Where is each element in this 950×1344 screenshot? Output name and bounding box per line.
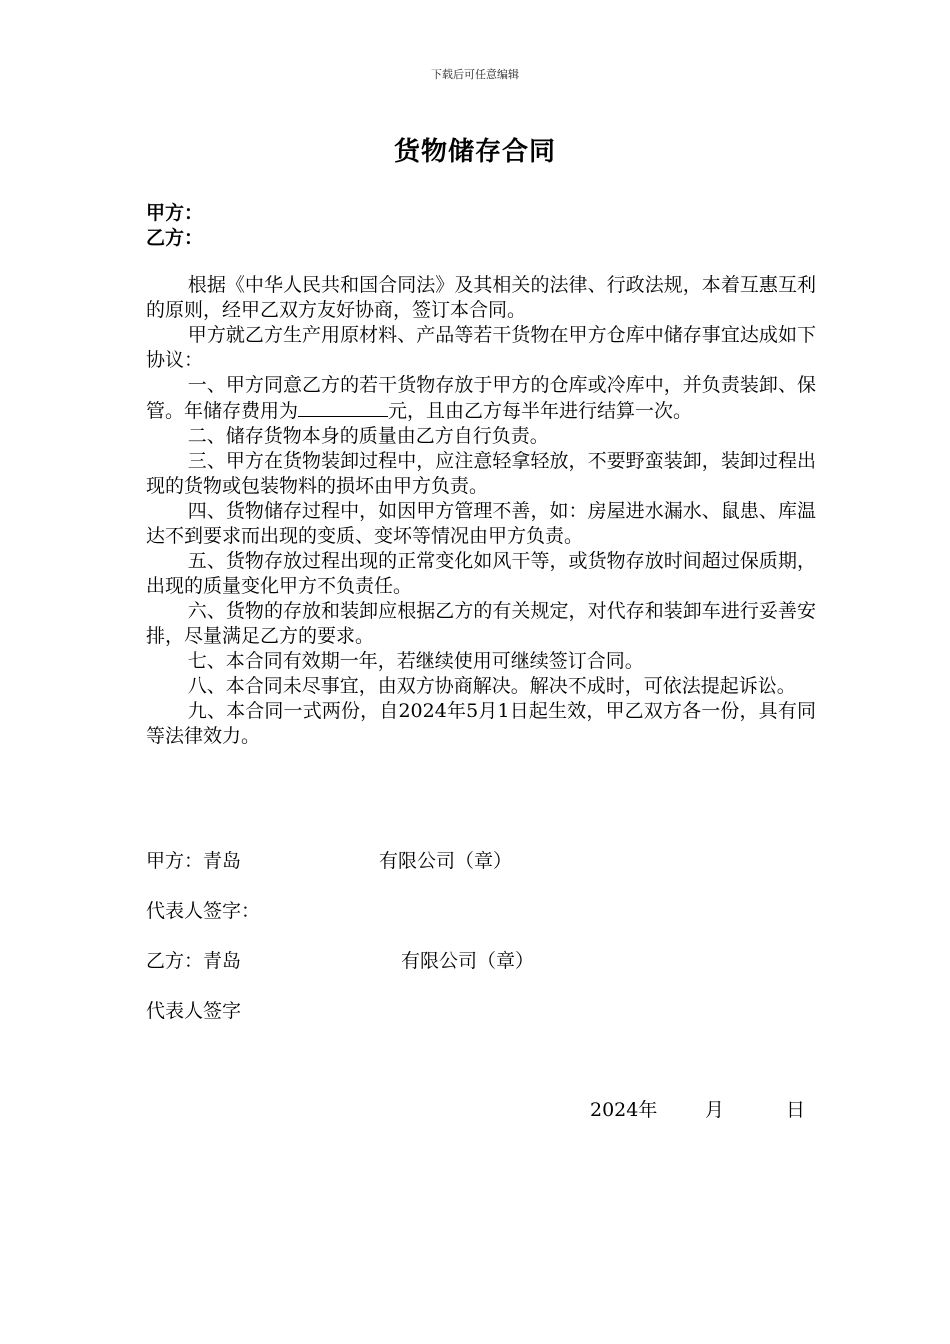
party-a-label: 甲方： xyxy=(146,202,204,224)
contract-body xyxy=(146,273,816,749)
party-a-company-prefix: 甲方：青岛 xyxy=(146,850,242,872)
party-a-representative-label: 代表人签字： xyxy=(146,900,261,922)
header-note: 下载后可任意编辑 xyxy=(431,68,519,81)
clause-1 xyxy=(146,373,816,424)
party-b-label: 乙方： xyxy=(146,227,204,249)
party-b-company-suffix: 有限公司（章） xyxy=(401,950,535,972)
fee-blank xyxy=(298,398,388,417)
clause-4: 四、货物储存过程中，如因甲方管理不善，如：房屋进水漏水、鼠患、库温达不到要求而出现的变质、变坏等情况由甲方负责。 xyxy=(146,500,816,547)
intro-paragraph-2: 甲方就乙方生产用原材料、产品等若干货物在甲方仓库中储存事宜达成如下协议： xyxy=(146,324,816,371)
date-year: 2024年 xyxy=(590,1099,658,1121)
document-title: 货物储存合同 xyxy=(393,137,556,167)
clause-3: 三、甲方在货物装卸过程中，应注意轻拿轻放，不要野蛮装卸，装卸过程出现的货物或包装物料的损坏由甲方负责。 xyxy=(146,450,816,497)
party-b-signature-line xyxy=(146,946,535,973)
party-b-representative-label: 代表人签字 xyxy=(146,1000,242,1022)
clause-8: 八、本合同未尽事宜，由双方协商解决。解决不成时，可依法提起诉讼。 xyxy=(187,675,796,697)
intro-paragraph-1: 根据《中华人民共和国合同法》及其相关的法律、行政法规，本着互惠互利的原则，经甲乙双方友好协商，签订本合同。 xyxy=(146,274,816,321)
clause-7: 七、本合同有效期一年，若继续使用可继续签订合同。 xyxy=(187,650,644,672)
clause-9: 九、本合同一式两份，自2024年5月1日起生效，甲乙双方各一份，具有同等法律效力。 xyxy=(146,700,816,747)
date-month: 月 xyxy=(705,1099,725,1121)
clause-1-text-after: 元，且由乙方每半年进行结算一次。 xyxy=(388,400,693,422)
party-a-company-suffix: 有限公司（章） xyxy=(379,850,513,872)
clause-2: 二、储存货物本身的质量由乙方自行负责。 xyxy=(187,425,549,447)
clause-1-text-before: 一、甲方同意乙方的若干货物存放于甲方的仓库或冷库中，并负责装卸、保管。年储存费用为 xyxy=(146,374,816,422)
party-a-signature-line xyxy=(146,846,513,873)
party-b-company-prefix: 乙方：青岛 xyxy=(146,950,242,972)
clause-6: 六、货物的存放和装卸应根据乙方的有关规定，对代存和装卸车进行妥善安排，尽量满足乙方的要求。 xyxy=(146,600,816,647)
date-day: 日 xyxy=(786,1099,806,1121)
clause-5: 五、货物存放过程出现的正常变化如风干等，或货物存放时间超过保质期，出现的质量变化甲方不负责任。 xyxy=(146,550,816,597)
